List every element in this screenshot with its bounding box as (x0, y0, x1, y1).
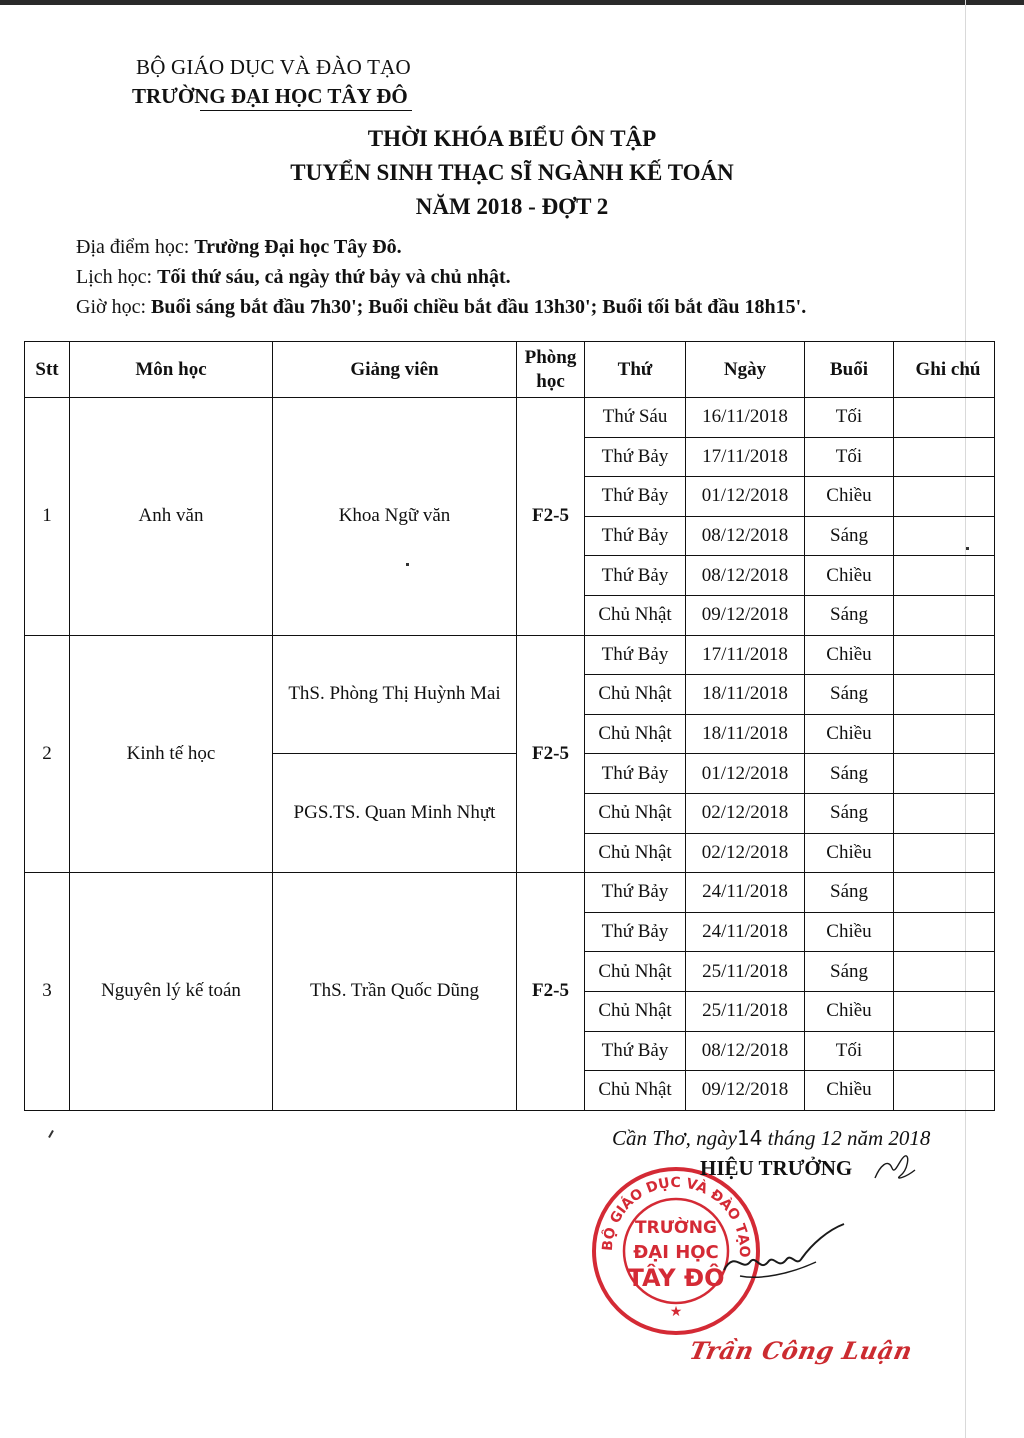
header-session: Buổi (805, 342, 894, 398)
cell-weekday: Thứ Bảy (585, 477, 686, 517)
cell-note (894, 635, 995, 675)
cell-weekday: Thứ Bảy (585, 873, 686, 913)
place-date-prefix: Cần Thơ, ngày (612, 1126, 737, 1150)
cell-weekday: Chủ Nhật (585, 793, 686, 833)
cell-session: Sáng (805, 516, 894, 556)
cell-weekday: Thứ Bảy (585, 635, 686, 675)
cell-weekday: Chủ Nhật (585, 675, 686, 715)
cell-session: Tối (805, 437, 894, 477)
table-row (25, 873, 995, 913)
school-name: TRƯỜNG ĐẠI HỌC TÂY ĐÔ (132, 84, 408, 108)
cell-date: 24/11/2018 (686, 912, 805, 952)
scan-speck (406, 563, 409, 566)
cell-note (894, 595, 995, 635)
header-room (517, 342, 585, 398)
cell-subject: Nguyên lý kế toán (70, 873, 273, 1111)
cell-note (894, 675, 995, 715)
info-location-label: Địa điểm học: (76, 236, 195, 258)
seal-line-3: TÂY ĐÔ (627, 1264, 725, 1292)
cell-room: F2-5 (517, 873, 585, 1111)
cell-session: Sáng (805, 952, 894, 992)
cell-session: Chiều (805, 912, 894, 952)
initial-mark-icon (870, 1148, 920, 1188)
info-location (76, 236, 402, 259)
header-subject: Môn học (70, 342, 273, 398)
cell-weekday: Chủ Nhật (585, 833, 686, 873)
cell-date: 02/12/2018 (686, 793, 805, 833)
cell-date: 08/12/2018 (686, 1031, 805, 1071)
header-weekday: Thứ (585, 342, 686, 398)
cell-session: Chiều (805, 635, 894, 675)
cell-note (894, 873, 995, 913)
seal-ring-text: BỘ GIÁO DỤC VÀ ĐÀO TẠO (599, 1174, 753, 1258)
rector-title: HIỆU TRƯỞNG (700, 1156, 853, 1180)
document-title-line-2: TUYỂN SINH THẠC SĨ NGÀNH KẾ TOÁN (290, 160, 734, 185)
table-row (25, 635, 995, 675)
info-schedule-label: Lịch học: (76, 266, 158, 288)
cell-weekday: Thứ Bảy (585, 1031, 686, 1071)
handwritten-day: 14 (736, 1126, 763, 1150)
signer-name: Trần Công Luận (686, 1336, 916, 1365)
cell-weekday: Chủ Nhật (585, 952, 686, 992)
info-location-value: Trường Đại học Tây Đô. (194, 236, 402, 258)
cell-note (894, 1071, 995, 1111)
cell-date: 08/12/2018 (686, 556, 805, 596)
cell-session: Sáng (805, 675, 894, 715)
school-underline (200, 110, 412, 111)
cell-weekday: Chủ Nhật (585, 1071, 686, 1111)
handwritten-signature-icon (720, 1210, 850, 1300)
document-title-line-3: NĂM 2018 - ĐỢT 2 (415, 194, 609, 219)
cell-date: 17/11/2018 (686, 437, 805, 477)
cell-weekday: Thứ Bảy (585, 754, 686, 794)
cell-date: 25/11/2018 (686, 952, 805, 992)
cell-date: 16/11/2018 (686, 398, 805, 438)
document-title-line-1: THỜI KHÓA BIỂU ÔN TẬP (367, 126, 657, 151)
info-time-value: Buổi sáng bắt đầu 7h30'; Buổi chiều bắt đầu 13h30'; Buổi tối bắt đầu 18h15'. (151, 296, 807, 318)
cell-session: Chiều (805, 477, 894, 517)
cell-session: Chiều (805, 1071, 894, 1111)
cell-session: Sáng (805, 793, 894, 833)
cell-session: Sáng (805, 754, 894, 794)
cell-date: 01/12/2018 (686, 477, 805, 517)
cell-session: Chiều (805, 714, 894, 754)
cell-weekday: Chủ Nhật (585, 714, 686, 754)
cell-date: 18/11/2018 (686, 714, 805, 754)
cell-note (894, 833, 995, 873)
cell-stt: 3 (25, 873, 70, 1111)
cell-session: Tối (805, 398, 894, 438)
cell-lecturer: PGS.TS. Quan Minh Nhựt (273, 754, 517, 873)
cell-note (894, 516, 995, 556)
cell-weekday: Thứ Bảy (585, 556, 686, 596)
header-lecturer: Giảng viên (273, 342, 517, 398)
info-schedule (76, 266, 511, 289)
scan-edge-top (0, 0, 1024, 5)
cell-lecturer: ThS. Trần Quốc Dũng (273, 873, 517, 1111)
cell-session: Sáng (805, 873, 894, 913)
scan-speck (966, 547, 969, 550)
cell-session: Sáng (805, 595, 894, 635)
cell-weekday: Thứ Bảy (585, 516, 686, 556)
cell-note (894, 714, 995, 754)
cell-date: 25/11/2018 (686, 991, 805, 1031)
info-time-label: Giờ học: (76, 296, 152, 318)
cell-date: 09/12/2018 (686, 1071, 805, 1111)
cell-date: 24/11/2018 (686, 873, 805, 913)
cell-date: 09/12/2018 (686, 595, 805, 635)
header-room-line-2: học (536, 370, 565, 392)
cell-note (894, 1031, 995, 1071)
seal-line-1: TRƯỜNG (635, 1218, 717, 1238)
cell-stt: 2 (25, 635, 70, 873)
cell-note (894, 912, 995, 952)
header-stt: Stt (25, 342, 70, 398)
cell-room: F2-5 (517, 398, 585, 636)
cell-session: Chiều (805, 556, 894, 596)
header-note: Ghi chú (894, 342, 995, 398)
cell-subject: Anh văn (70, 398, 273, 636)
cell-note (894, 952, 995, 992)
cell-date: 17/11/2018 (686, 635, 805, 675)
cell-weekday: Chủ Nhật (585, 595, 686, 635)
place-date-suffix: tháng 12 năm 2018 (762, 1126, 931, 1150)
cell-note (894, 754, 995, 794)
cell-date: 02/12/2018 (686, 833, 805, 873)
header-date: Ngày (686, 342, 805, 398)
cell-weekday: Thứ Bảy (585, 437, 686, 477)
cell-note (894, 991, 995, 1031)
cell-date: 08/12/2018 (686, 516, 805, 556)
table-row (25, 398, 995, 438)
cell-session: Chiều (805, 991, 894, 1031)
seal-star-icon: ★ (669, 1304, 683, 1320)
cell-room: F2-5 (517, 635, 585, 873)
cell-stt: 1 (25, 398, 70, 636)
cell-lecturer: ThS. Phòng Thị Huỳnh Mai (273, 635, 517, 754)
cell-note (894, 556, 995, 596)
cell-session: Tối (805, 1031, 894, 1071)
cell-note (894, 437, 995, 477)
seal-line-2: ĐẠI HỌC (633, 1242, 719, 1263)
ministry-name: BỘ GIÁO DỤC VÀ ĐÀO TẠO (136, 55, 411, 79)
cell-date: 18/11/2018 (686, 675, 805, 715)
cell-lecturer: Khoa Ngữ văn (273, 398, 517, 636)
cell-note (894, 398, 995, 438)
scan-speck (48, 1130, 54, 1138)
cell-date: 01/12/2018 (686, 754, 805, 794)
cell-note (894, 793, 995, 833)
cell-weekday: Thứ Bảy (585, 912, 686, 952)
cell-note (894, 477, 995, 517)
cell-weekday: Thứ Sáu (585, 398, 686, 438)
schedule-table (24, 341, 995, 1111)
header-room-line-1: Phòng (524, 346, 577, 368)
info-time (76, 296, 806, 319)
cell-session: Chiều (805, 833, 894, 873)
cell-weekday: Chủ Nhật (585, 991, 686, 1031)
info-schedule-value: Tối thứ sáu, cả ngày thứ bảy và chủ nhật. (157, 266, 511, 288)
table-header-row (25, 342, 995, 398)
cell-subject: Kinh tế học (70, 635, 273, 873)
